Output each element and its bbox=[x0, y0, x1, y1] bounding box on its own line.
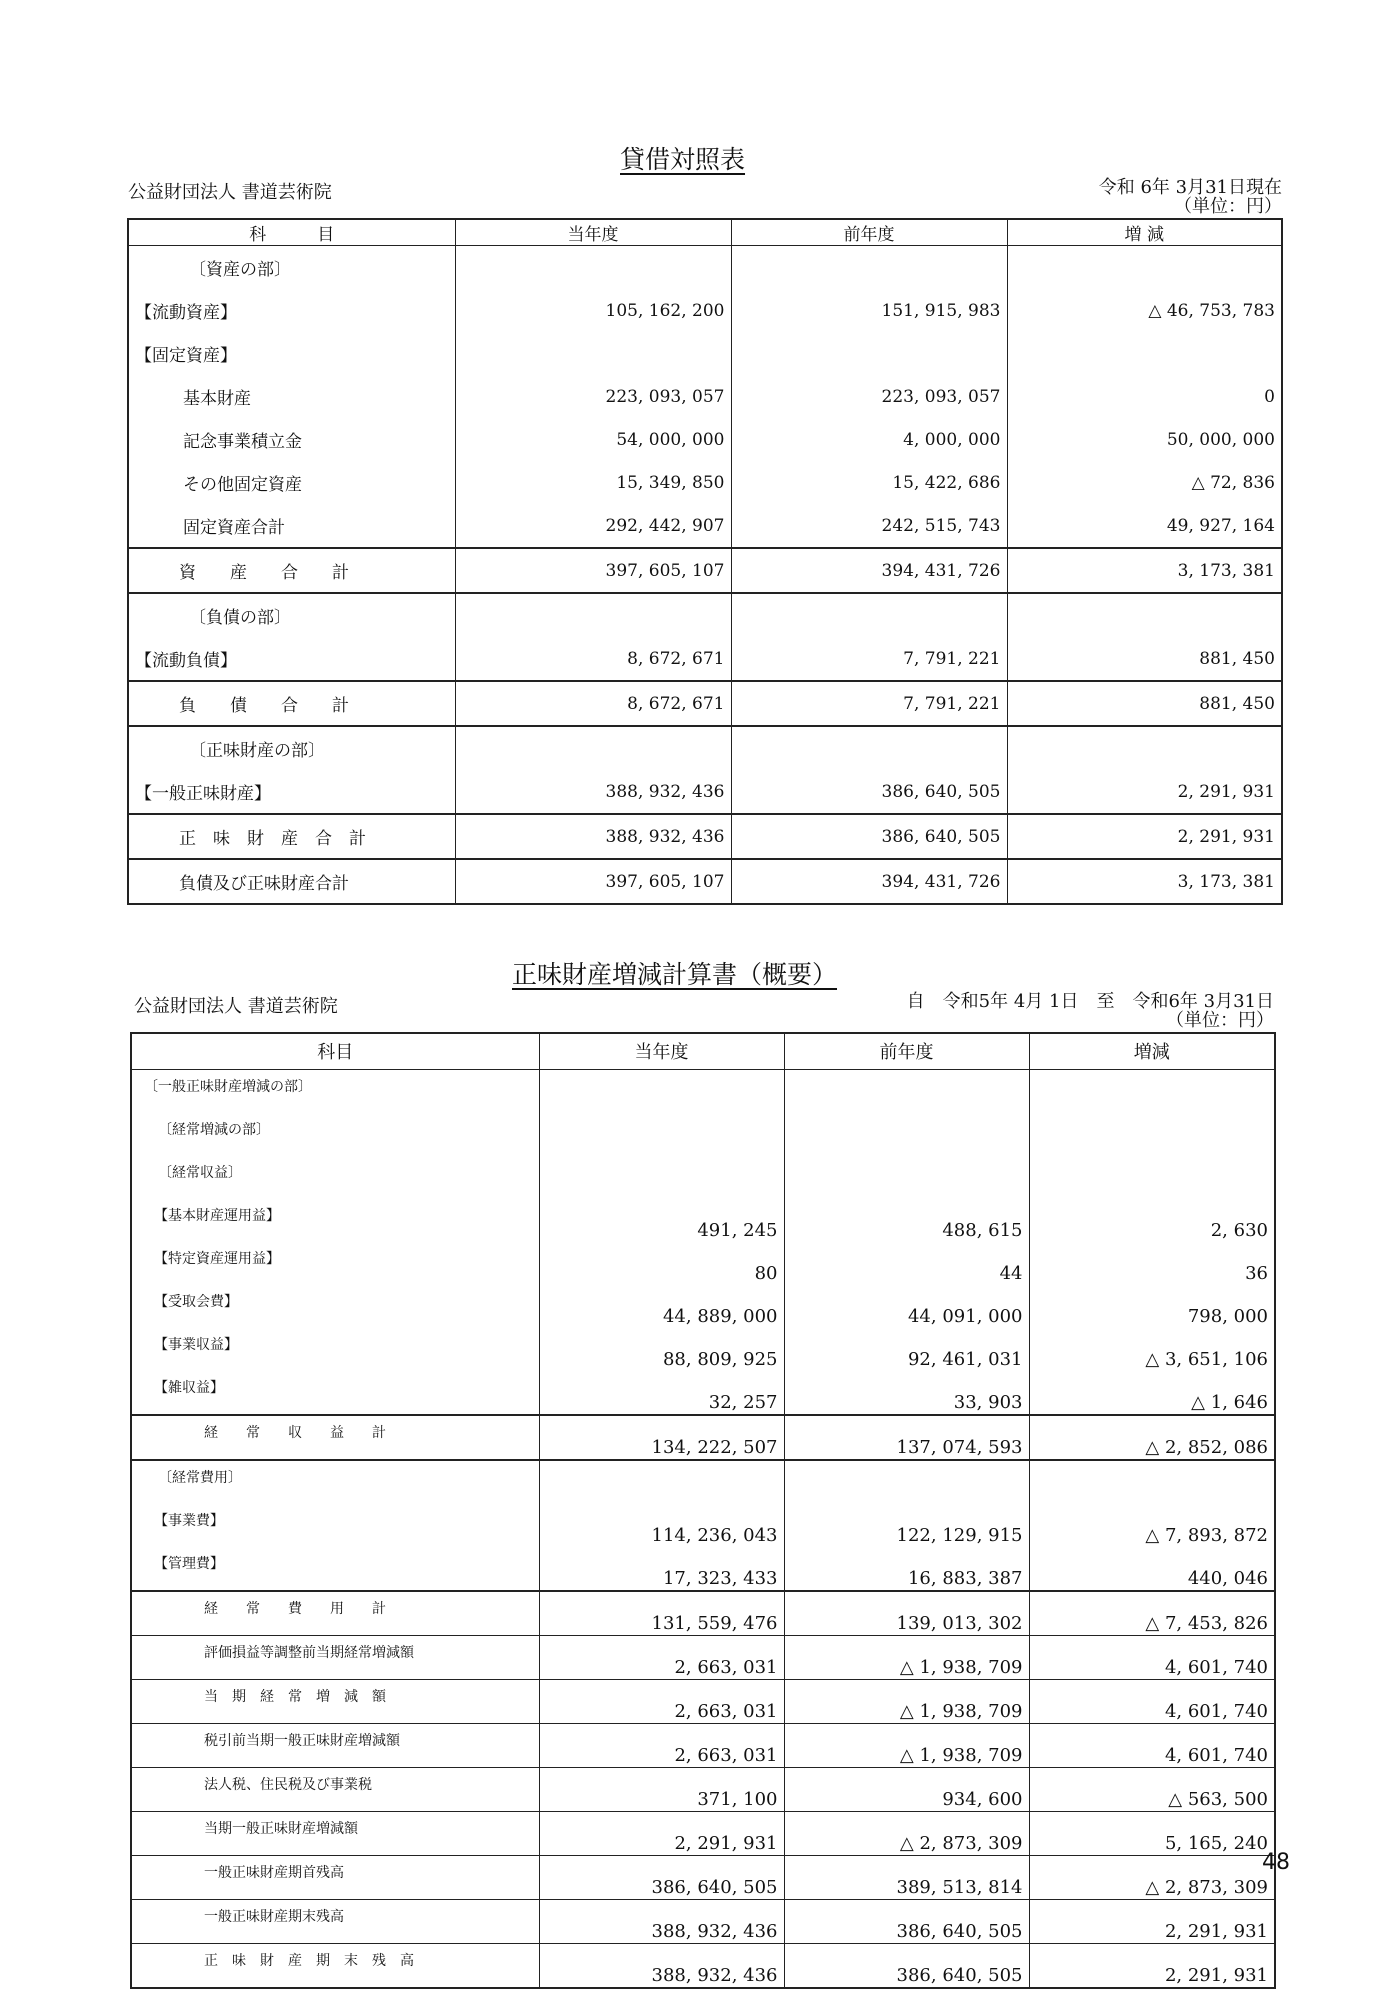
table-row bbox=[128, 504, 1282, 548]
current-value: 44, 889, 000 bbox=[539, 1285, 784, 1328]
previous-value bbox=[784, 1070, 1029, 1114]
column-header-current-year: 当年度 bbox=[539, 1033, 784, 1070]
current-value: 134, 222, 507 bbox=[539, 1415, 784, 1460]
table-row bbox=[131, 1460, 1275, 1504]
row-label: 〔一般正味財産増減の部〕 bbox=[131, 1070, 539, 1114]
row-label: 当 期 経 常 増 減 額 bbox=[131, 1680, 539, 1724]
row-label: 【基本財産運用益】 bbox=[131, 1199, 539, 1242]
current-value bbox=[539, 1156, 784, 1199]
change-value bbox=[1007, 246, 1282, 290]
column-header-previous-year: 前年度 bbox=[784, 1033, 1029, 1070]
change-value: △ 563, 500 bbox=[1029, 1768, 1275, 1812]
table-row bbox=[131, 1242, 1275, 1285]
previous-value: 139, 013, 302 bbox=[784, 1591, 1029, 1636]
current-value: 2, 291, 931 bbox=[539, 1812, 784, 1856]
change-value: △ 72, 836 bbox=[1007, 461, 1282, 504]
current-value: 17, 323, 433 bbox=[539, 1547, 784, 1591]
previous-value bbox=[784, 1460, 1029, 1504]
previous-value: △ 1, 938, 709 bbox=[784, 1724, 1029, 1768]
change-value bbox=[1029, 1070, 1275, 1114]
current-value: 32, 257 bbox=[539, 1371, 784, 1415]
total-row bbox=[131, 1591, 1275, 1636]
previous-value: 389, 513, 814 bbox=[784, 1856, 1029, 1900]
table-row bbox=[128, 246, 1282, 290]
previous-value: 7, 791, 221 bbox=[731, 681, 1007, 726]
current-value: 388, 932, 436 bbox=[539, 1900, 784, 1944]
current-value: 292, 442, 907 bbox=[455, 504, 731, 548]
current-value: 397, 605, 107 bbox=[455, 859, 731, 904]
current-value: 388, 932, 436 bbox=[455, 814, 731, 859]
change-value: △ 2, 873, 309 bbox=[1029, 1856, 1275, 1900]
column-header-previous-year: 前年度 bbox=[731, 219, 1007, 246]
previous-value bbox=[731, 726, 1007, 770]
row-label: 【事業収益】 bbox=[131, 1328, 539, 1371]
table-row bbox=[128, 593, 1282, 637]
change-value: 4, 601, 740 bbox=[1029, 1636, 1275, 1680]
previous-value: 488, 615 bbox=[784, 1199, 1029, 1242]
net-assets-org: 公益財団法人 書道芸術院 bbox=[134, 996, 338, 1017]
current-value: 88, 809, 925 bbox=[539, 1328, 784, 1371]
row-label: 【固定資産】 bbox=[128, 332, 455, 375]
change-value: 4, 601, 740 bbox=[1029, 1680, 1275, 1724]
column-header-current-year: 当年度 bbox=[455, 219, 731, 246]
row-label: 〔負債の部〕 bbox=[128, 593, 455, 637]
balance-sheet-meta bbox=[1099, 178, 1282, 216]
current-value: 491, 245 bbox=[539, 1199, 784, 1242]
column-header-change: 増減 bbox=[1029, 1033, 1275, 1070]
table-row bbox=[131, 1724, 1275, 1768]
current-value: 388, 932, 436 bbox=[455, 770, 731, 814]
total-row bbox=[128, 859, 1282, 904]
current-value bbox=[539, 1113, 784, 1156]
row-label: 【特定資産運用益】 bbox=[131, 1242, 539, 1285]
total-row bbox=[131, 1415, 1275, 1460]
previous-value bbox=[784, 1156, 1029, 1199]
previous-value: 44, 091, 000 bbox=[784, 1285, 1029, 1328]
table-row bbox=[128, 461, 1282, 504]
change-value: △ 7, 893, 872 bbox=[1029, 1504, 1275, 1547]
row-label: 負 債 合 計 bbox=[128, 681, 455, 726]
current-value: 131, 559, 476 bbox=[539, 1591, 784, 1636]
change-value: 50, 000, 000 bbox=[1007, 418, 1282, 461]
row-label: 資 産 合 計 bbox=[128, 548, 455, 593]
current-value: 371, 100 bbox=[539, 1768, 784, 1812]
row-label: 【雑収益】 bbox=[131, 1371, 539, 1415]
table-row bbox=[128, 726, 1282, 770]
table-row bbox=[128, 637, 1282, 681]
previous-value: 33, 903 bbox=[784, 1371, 1029, 1415]
table-header-row bbox=[128, 219, 1282, 246]
change-value: △ 2, 852, 086 bbox=[1029, 1415, 1275, 1460]
previous-value: 151, 915, 983 bbox=[731, 289, 1007, 332]
change-value: 2, 291, 931 bbox=[1007, 770, 1282, 814]
current-value: 15, 349, 850 bbox=[455, 461, 731, 504]
previous-value: 934, 600 bbox=[784, 1768, 1029, 1812]
change-value: 881, 450 bbox=[1007, 681, 1282, 726]
total-row bbox=[128, 814, 1282, 859]
balance-sheet-title: 貸借対照表 bbox=[620, 145, 746, 174]
current-value bbox=[539, 1070, 784, 1114]
current-value: 105, 162, 200 bbox=[455, 289, 731, 332]
row-label: 基本財産 bbox=[128, 375, 455, 418]
change-value: 2, 291, 931 bbox=[1029, 1944, 1275, 1989]
previous-value: 44 bbox=[784, 1242, 1029, 1285]
column-header-change: 増 減 bbox=[1007, 219, 1282, 246]
row-label: 一般正味財産期末残高 bbox=[131, 1900, 539, 1944]
current-value bbox=[455, 246, 731, 290]
table-row bbox=[131, 1285, 1275, 1328]
row-label: 税引前当期一般正味財産増減額 bbox=[131, 1724, 539, 1768]
change-value bbox=[1029, 1460, 1275, 1504]
change-value: △ 1, 646 bbox=[1029, 1371, 1275, 1415]
table-row bbox=[131, 1371, 1275, 1415]
change-value bbox=[1029, 1156, 1275, 1199]
previous-value: 386, 640, 505 bbox=[784, 1900, 1029, 1944]
previous-value: 4, 000, 000 bbox=[731, 418, 1007, 461]
row-label: 経 常 費 用 計 bbox=[131, 1591, 539, 1636]
balance-sheet-org: 公益財団法人 書道芸術院 bbox=[128, 182, 332, 203]
row-label: 評価損益等調整前当期経常増減額 bbox=[131, 1636, 539, 1680]
table-row bbox=[131, 1900, 1275, 1944]
change-value: 881, 450 bbox=[1007, 637, 1282, 681]
total-row bbox=[128, 548, 1282, 593]
previous-value bbox=[784, 1113, 1029, 1156]
change-value: 36 bbox=[1029, 1242, 1275, 1285]
row-label: 正 味 財 産 期 末 残 高 bbox=[131, 1944, 539, 1989]
previous-value: 386, 640, 505 bbox=[731, 770, 1007, 814]
row-label: 【受取会費】 bbox=[131, 1285, 539, 1328]
previous-value: 137, 074, 593 bbox=[784, 1415, 1029, 1460]
change-value: 49, 927, 164 bbox=[1007, 504, 1282, 548]
current-value: 223, 093, 057 bbox=[455, 375, 731, 418]
change-value bbox=[1007, 593, 1282, 637]
previous-value: 122, 129, 915 bbox=[784, 1504, 1029, 1547]
row-label: 〔経常増減の部〕 bbox=[131, 1113, 539, 1156]
row-label: 【流動資産】 bbox=[128, 289, 455, 332]
previous-value: 394, 431, 726 bbox=[731, 548, 1007, 593]
current-value: 388, 932, 436 bbox=[539, 1944, 784, 1989]
table-row bbox=[131, 1113, 1275, 1156]
previous-value: △ 2, 873, 309 bbox=[784, 1812, 1029, 1856]
row-label: 法人税、住民税及び事業税 bbox=[131, 1768, 539, 1812]
row-label: 正 味 財 産 合 計 bbox=[128, 814, 455, 859]
table-row bbox=[131, 1156, 1275, 1199]
previous-value bbox=[731, 332, 1007, 375]
current-value bbox=[455, 726, 731, 770]
current-value: 2, 663, 031 bbox=[539, 1724, 784, 1768]
previous-value: △ 1, 938, 709 bbox=[784, 1636, 1029, 1680]
previous-value: 394, 431, 726 bbox=[731, 859, 1007, 904]
previous-value bbox=[731, 593, 1007, 637]
row-label: 〔経常費用〕 bbox=[131, 1460, 539, 1504]
change-value: 3, 173, 381 bbox=[1007, 859, 1282, 904]
change-value bbox=[1007, 726, 1282, 770]
change-value: 0 bbox=[1007, 375, 1282, 418]
table-row bbox=[131, 1199, 1275, 1242]
table-header-row bbox=[131, 1033, 1275, 1070]
change-value: 5, 165, 240 bbox=[1029, 1812, 1275, 1856]
row-label: 経 常 収 益 計 bbox=[131, 1415, 539, 1460]
change-value: △ 46, 753, 783 bbox=[1007, 289, 1282, 332]
change-value: 440, 046 bbox=[1029, 1547, 1275, 1591]
table-row bbox=[131, 1504, 1275, 1547]
change-value: 798, 000 bbox=[1029, 1285, 1275, 1328]
table-row bbox=[131, 1856, 1275, 1900]
current-value: 80 bbox=[539, 1242, 784, 1285]
table-row bbox=[128, 332, 1282, 375]
change-value: 2, 291, 931 bbox=[1007, 814, 1282, 859]
row-label: 記念事業積立金 bbox=[128, 418, 455, 461]
change-value bbox=[1007, 332, 1282, 375]
previous-value: 7, 791, 221 bbox=[731, 637, 1007, 681]
table-row bbox=[128, 770, 1282, 814]
previous-value: 16, 883, 387 bbox=[784, 1547, 1029, 1591]
previous-value: 386, 640, 505 bbox=[731, 814, 1007, 859]
previous-value bbox=[731, 246, 1007, 290]
net-assets-table bbox=[130, 1032, 1276, 1989]
table-row bbox=[131, 1636, 1275, 1680]
current-value: 2, 663, 031 bbox=[539, 1680, 784, 1724]
row-label: 【流動負債】 bbox=[128, 637, 455, 681]
table-row bbox=[131, 1680, 1275, 1724]
row-label: 固定資産合計 bbox=[128, 504, 455, 548]
current-value: 114, 236, 043 bbox=[539, 1504, 784, 1547]
previous-value: 242, 515, 743 bbox=[731, 504, 1007, 548]
current-value bbox=[455, 593, 731, 637]
current-value bbox=[539, 1460, 784, 1504]
row-label: 【事業費】 bbox=[131, 1504, 539, 1547]
row-label: 〔資産の部〕 bbox=[128, 246, 455, 290]
row-label: 【一般正味財産】 bbox=[128, 770, 455, 814]
row-label: 【管理費】 bbox=[131, 1547, 539, 1591]
net-assets-unit: （単位：円） bbox=[1166, 1010, 1274, 1031]
row-label: 当期一般正味財産増減額 bbox=[131, 1812, 539, 1856]
page-number: 48 bbox=[1262, 1850, 1290, 1875]
change-value bbox=[1029, 1113, 1275, 1156]
column-header-account: 科 目 bbox=[128, 219, 455, 246]
change-value: 3, 173, 381 bbox=[1007, 548, 1282, 593]
current-value: 386, 640, 505 bbox=[539, 1856, 784, 1900]
change-value: 4, 601, 740 bbox=[1029, 1724, 1275, 1768]
row-label: 〔経常収益〕 bbox=[131, 1156, 539, 1199]
net-assets-title: 正味財産増減計算書（概要） bbox=[512, 960, 838, 989]
total-row bbox=[128, 681, 1282, 726]
row-label: 〔正味財産の部〕 bbox=[128, 726, 455, 770]
previous-value: 15, 422, 686 bbox=[731, 461, 1007, 504]
current-value bbox=[455, 332, 731, 375]
change-value: 2, 291, 931 bbox=[1029, 1900, 1275, 1944]
table-row bbox=[128, 418, 1282, 461]
previous-value: 386, 640, 505 bbox=[784, 1944, 1029, 1989]
balance-sheet-date: 令和 6年 3月31日現在 bbox=[1098, 177, 1282, 198]
change-value: 2, 630 bbox=[1029, 1199, 1275, 1242]
balance-sheet-unit: （単位：円） bbox=[1174, 196, 1282, 217]
table-row bbox=[128, 375, 1282, 418]
table-row bbox=[128, 289, 1282, 332]
row-label: 負債及び正味財産合計 bbox=[128, 859, 455, 904]
previous-value: 92, 461, 031 bbox=[784, 1328, 1029, 1371]
change-value: △ 7, 453, 826 bbox=[1029, 1591, 1275, 1636]
current-value: 8, 672, 671 bbox=[455, 637, 731, 681]
previous-value: △ 1, 938, 709 bbox=[784, 1680, 1029, 1724]
current-value: 397, 605, 107 bbox=[455, 548, 731, 593]
change-value: △ 3, 651, 106 bbox=[1029, 1328, 1275, 1371]
row-label: 一般正味財産期首残高 bbox=[131, 1856, 539, 1900]
previous-value: 223, 093, 057 bbox=[731, 375, 1007, 418]
current-value: 54, 000, 000 bbox=[455, 418, 731, 461]
current-value: 2, 663, 031 bbox=[539, 1636, 784, 1680]
row-label: その他固定資産 bbox=[128, 461, 455, 504]
balance-sheet-table bbox=[127, 218, 1283, 905]
net-assets-period: 自 令和5年 4月 1日 至 令和6年 3月31日 bbox=[906, 991, 1274, 1012]
table-row bbox=[131, 1547, 1275, 1591]
total-row bbox=[131, 1944, 1275, 1989]
current-value: 8, 672, 671 bbox=[455, 681, 731, 726]
net-assets-meta bbox=[907, 992, 1274, 1030]
table-row bbox=[131, 1768, 1275, 1812]
column-header-account: 科目 bbox=[131, 1033, 539, 1070]
table-row bbox=[131, 1070, 1275, 1114]
table-row bbox=[131, 1328, 1275, 1371]
table-row bbox=[131, 1812, 1275, 1856]
